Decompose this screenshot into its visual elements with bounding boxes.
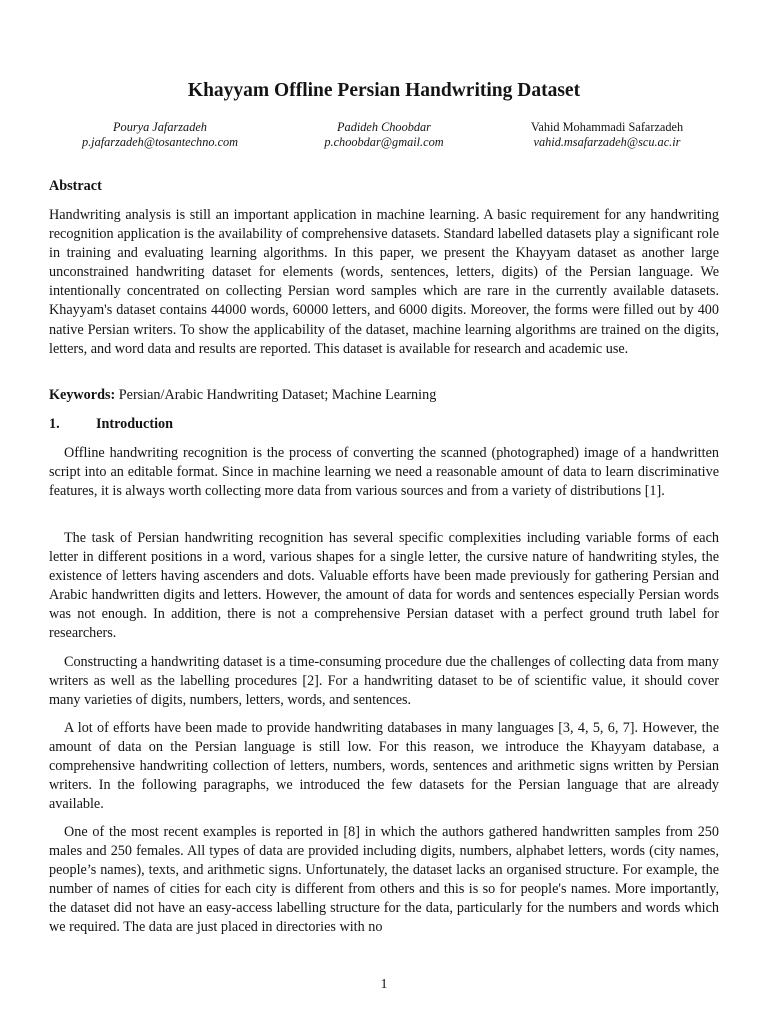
author-block-2 — [284, 120, 484, 150]
section-title: Introduction — [96, 416, 173, 432]
author-name: Padideh Choobdar — [337, 120, 431, 134]
intro-paragraph-1: Offline handwriting recognition is the process of converting the scanned (photographed) image of a handwritten script into an editable format. Since in machine learning we need a reasonable amount of data to learn discriminative features, it is always worth collecting more data from various sources and from a variety of distributions [1]. — [49, 445, 719, 500]
keywords-label: Keywords: — [49, 387, 116, 403]
keywords-line — [49, 387, 719, 404]
intro-paragraph-2: The task of Persian handwriting recognition has several specific complexities including variable forms of each letter in different positions in a word, various shapes for a single letter, the cursive nature of handwriting styles, the existence of letters having ascenders and dots. Valuable efforts have been made previously for gathering Persian and Arabic handwritten digits and letters. However, the amount of data for words and sentences especially Persian words was not enough. In addition, there is not a comprehensive Persian dataset with a perfect ground truth label for researchers. — [49, 530, 719, 642]
author-name: Vahid Mohammadi Safarzadeh — [530, 120, 684, 134]
author-block-1 — [60, 120, 260, 150]
author-block-3 — [507, 120, 707, 150]
intro-paragraph-4: A lot of efforts have been made to provide handwriting databases in many languages [3, 4, 5, 6, 7]. However, the amount of data on the Persian language is still low. For this reason, we introduce the Khayyam database, a comprehensive handwriting collection of letters, numbers, words, sentences and arithmetic signs written by Persian writers. In the following paragraphs, we introduced the few datasets for the Persian language that are already available. — [49, 720, 719, 813]
page-number: 1 — [380, 977, 388, 992]
section-number: 1. — [49, 416, 60, 432]
intro-paragraph-3: Constructing a handwriting dataset is a time-consuming procedure due the challenges of collecting data from many writers as well as the labelling procedures [2]. For a handwriting dataset to be of scientific value, it should cover many varieties of digits, numbers, letters, words, and sentences. — [49, 654, 719, 709]
author-email: p.jafarzadeh@tosantechno.com — [81, 135, 239, 149]
abstract-text: Handwriting analysis is still an important application in machine learning. A basic requirement for any handwriting recognition application is the availability of comprehensive datasets. Standard labelled datasets play a significant role in training and evaluating learning algorithms. In this paper, we present the Khayyam dataset as another large unconstrained handwriting dataset for elements (words, sentences, letters, digits) of the Persian language. We intentionally concentrated on collecting Persian word samples which are rare in the currently available datasets. Khayyam's dataset contains 44000 words, 60000 letters, and 6000 digits. Moreover, the forms were filled out by 400 native Persian writers. To show the applicability of the dataset, machine learning algorithms are trained on the digits, letters, and word data and results are reported. This dataset is available for research and academic use. — [49, 207, 719, 357]
keywords-text: Persian/Arabic Handwriting Dataset; Machine Learning — [118, 387, 437, 403]
abstract-heading: Abstract — [49, 178, 102, 194]
author-email: p.choobdar@gmail.com — [324, 135, 444, 149]
section-heading-introduction — [49, 416, 173, 433]
author-email: vahid.msafarzadeh@scu.ac.ir — [533, 135, 681, 149]
intro-paragraph-5: One of the most recent examples is reported in [8] in which the authors gathered handwritten samples from 250 males and 250 females. All types of data are provided including digits, numbers, alphabet letters, words (city names, people’s names), texts, and arithmetic signs. Unfortunately, the dataset lacks an organised structure. For example, the number of names of cities for each city is different from others and this is so for people's names. More importantly, the dataset did not have an easy-access labelling structure for the data, particularly for the numbers and words which we required. The data are just placed in directories with no — [49, 824, 719, 936]
author-name: Pourya Jafarzadeh — [113, 120, 207, 134]
paper-title: Khayyam Offline Persian Handwriting Dataset — [187, 80, 581, 101]
